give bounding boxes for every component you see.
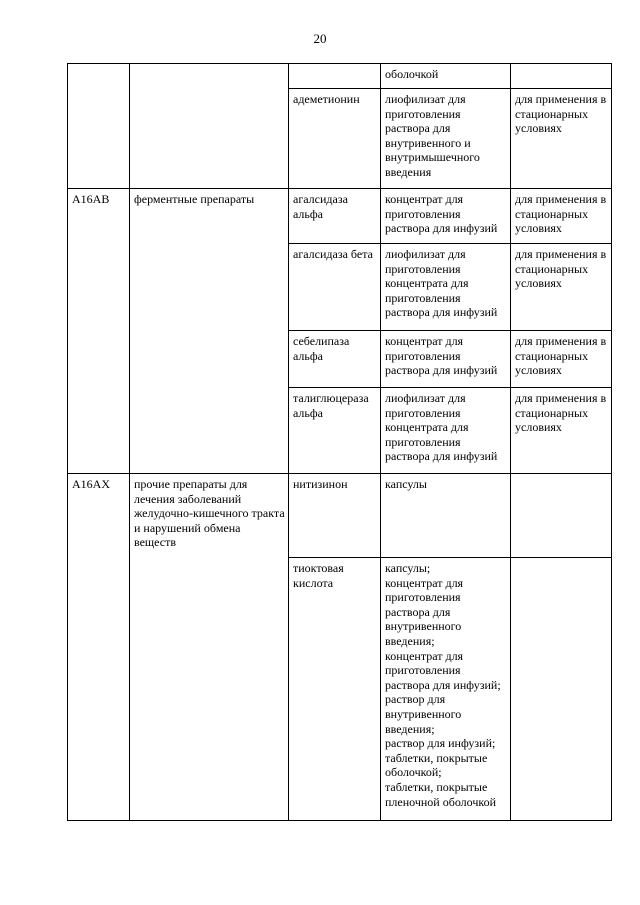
note-cell: для применения в стационарных условиях (511, 388, 612, 474)
dosage-form-cell: оболочкой (381, 64, 511, 89)
table-row (68, 474, 612, 558)
dosage-form-cell: концентрат для приготовления раствора для инфузий (381, 189, 511, 244)
group-name-cell (130, 64, 289, 189)
dosage-form-cell: капсулы; концентрат для приготовления раствора для внутривенного введения; концентрат для приготовления раствора для инфузий; раствор для внутривенного введения; раствор для инфузий; таблетки, покрытые оболочкой; таблетки, покрытые пленочной оболочкой (381, 558, 511, 821)
drug-name-cell: талиглюцераза альфа (289, 388, 381, 474)
group-name-cell: прочие препараты для лечения заболеваний желудочно-кишечного тракта и нарушений обмена веществ (130, 474, 289, 821)
note-cell: для применения в стационарных условиях (511, 331, 612, 388)
table-row (68, 64, 612, 89)
drug-name-cell: адеметионин (289, 89, 381, 189)
page-number: 20 (313, 31, 327, 46)
group-name-cell: ферментные препараты (130, 189, 289, 474)
dosage-form-cell: лиофилизат для приготовления концентрата для приготовления раствора для инфузий (381, 388, 511, 474)
drug-name-cell: агалсидаза бета (289, 244, 381, 331)
dosage-form-cell: лиофилизат для приготовления раствора для внутривенного и внутримышечного введения (381, 89, 511, 189)
atc-code-cell: A16AX (68, 474, 130, 821)
note-cell: для применения в стационарных условиях (511, 89, 612, 189)
dosage-form-cell: концентрат для приготовления раствора для инфузий (381, 331, 511, 388)
drug-name-cell: нитизинон (289, 474, 381, 558)
note-cell (511, 64, 612, 89)
drug-name-cell: агалсидаза альфа (289, 189, 381, 244)
drug-name-cell: себелипаза альфа (289, 331, 381, 388)
table-row (68, 189, 612, 244)
note-cell (511, 558, 612, 821)
drug-name-cell: тиоктовая кислота (289, 558, 381, 821)
dosage-form-cell: лиофилизат для приготовления концентрата для приготовления раствора для инфузий (381, 244, 511, 331)
note-cell: для применения в стационарных условиях (511, 189, 612, 244)
drug-name-cell (289, 64, 381, 89)
note-cell (511, 474, 612, 558)
atc-code-cell: A16AB (68, 189, 130, 474)
atc-code-cell (68, 64, 130, 189)
note-cell: для применения в стационарных условиях (511, 244, 612, 331)
drug-list-table (67, 63, 612, 821)
dosage-form-cell: капсулы (381, 474, 511, 558)
